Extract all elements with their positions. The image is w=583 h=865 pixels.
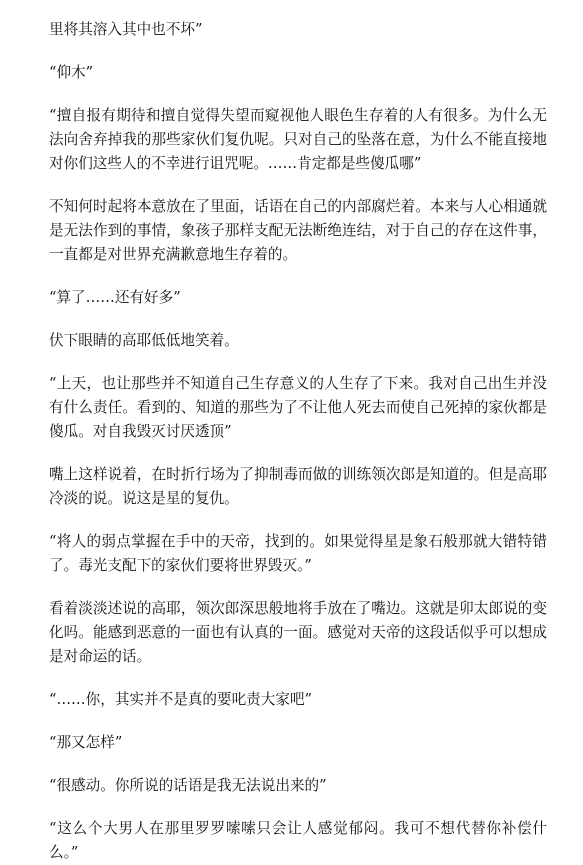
paragraph-3: “擅自报有期待和擅自觉得失望而窥视他人眼色生存着的人有很多。为什么无法向舍弃掉我的那些家伙们复仇呢。只对自己的坠落在意，为什么不能直接地对你们这些人的不幸进行诅咒呢。……肯定都是些傻瓜哪” [49,107,547,172]
paragraph-5: “算了……还有好多” [49,289,181,306]
paragraph-1: 里将其溶入其中也不坏” [49,21,203,38]
paragraph-12: “那又怎样” [49,734,123,751]
paragraph-13: “很感动。你所说的话语是我无法说出来的” [49,777,327,794]
paragraph-6: 伏下眼睛的高耶低低地笑着。 [49,332,239,349]
paragraph-11: “……你，其实并不是真的要叱责大家吧” [49,691,313,708]
paragraph-7: “上天，也让那些并不知道自己生存意义的人生存了下来。我对自己出生并没有什么责任。看到的、知道的那些为了不让他人死去而使自己死掉的家伙都是傻瓜。对自我毁灭讨厌透顶” [49,375,547,440]
paragraph-10: 看着淡淡述说的高耶，领次郎深思般地将手放在了嘴边。这就是卯太郎说的变化吗。能感到恶意的一面也有认真的一面。感觉对天帝的这段话似乎可以想成是对命运的话。 [49,600,547,665]
paragraph-8: 嘴上这样说着，在时折行场为了抑制毒而做的训练领次郎是知道的。但是高耶冷淡的说。说这是星的复仇。 [49,466,547,507]
paragraph-2: “仰木” [49,64,94,81]
paragraph-14: “这么个大男人在那里罗罗嗦嗦只会让人感觉郁闷。我可不想代替你补偿什么。” [49,820,547,861]
paragraph-9: “将人的弱点掌握在手中的天帝，找到的。如果觉得星是象石般那就大错特错了。毒光支配下的家伙们要将世界毁灭。” [49,533,547,574]
paragraph-4: 不知何时起将本意放在了里面，话语在自己的内部腐烂着。本来与人心相通就是无法作到的事情，象孩子那样支配无法断绝连结，对于自己的存在这件事，一直都是对世界充满歉意地生存着的。 [49,198,547,263]
